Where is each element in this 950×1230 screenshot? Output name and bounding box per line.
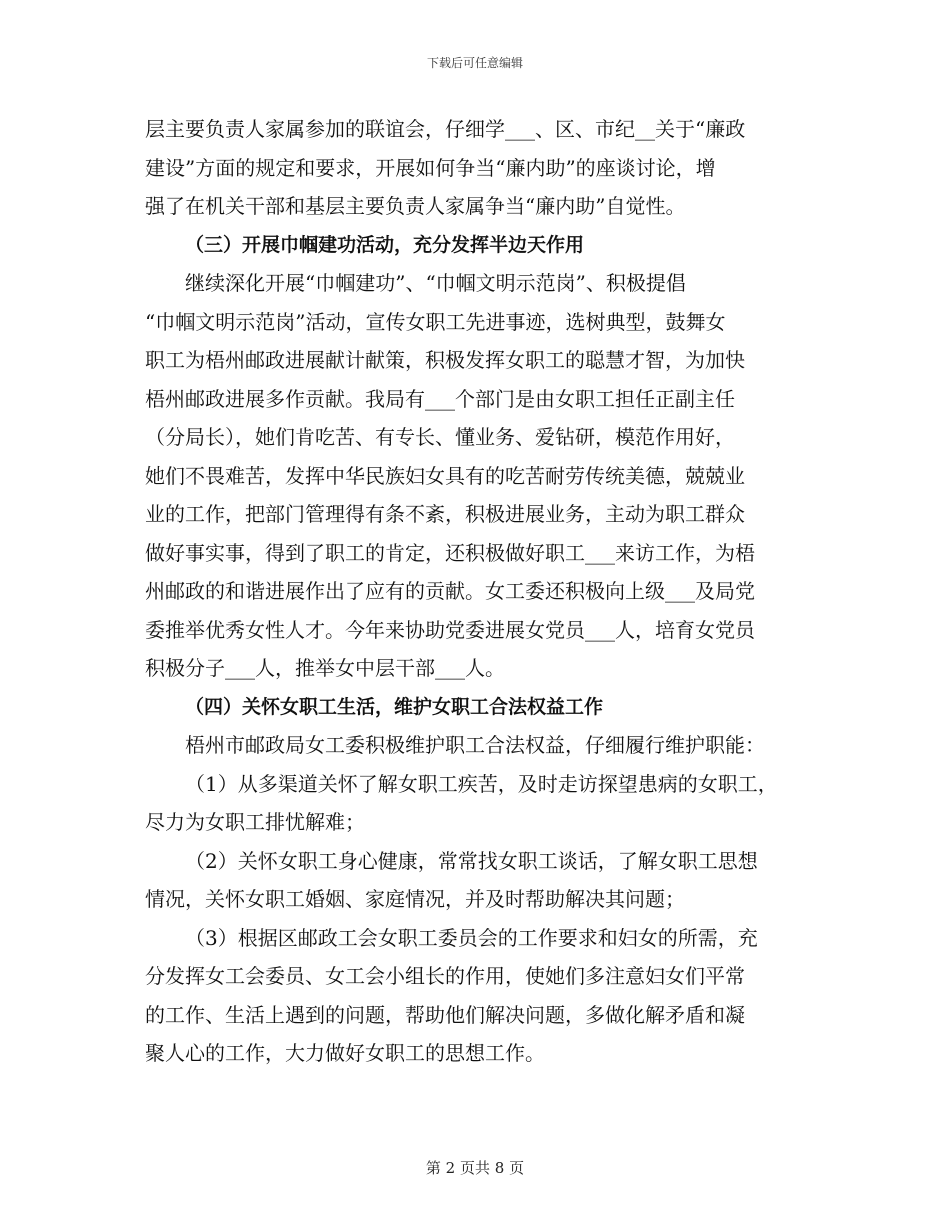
text-line: 聚人心的工作，大力做好女职工的思想工作。 [145,1041,545,1065]
text-line: 她们不畏难苦，发挥中华民族妇女具有的吃苦耐劳传统美德，兢兢业 [145,463,745,488]
text-line: 建设”方面的规定和要求，开展如何争当“廉内助”的座谈讨论，增 [145,155,716,180]
text-line: 强了在机关干部和基层主要负责人家属争当“廉内助”自觉性。 [145,194,686,218]
page-footer: 第 2 页共 8 页 [425,1159,525,1177]
body-text [145,110,825,1073]
text-line: 情况，关怀女职工婚姻、家庭情况，并及时帮助解决其问题； [145,887,685,911]
text-line: （2）关怀女职工身心健康，常常找女职工谈话，了解女职工思想 [185,848,758,873]
text-line: 继续深化开展“巾帼建功”、“巾帼文明示范岗”、积极提倡 [185,271,686,295]
text-line: 职工为梧州邮政进展献计献策，积极发挥女职工的聪慧才智，为加快 [145,348,745,372]
text-line: （分局长），她们肯吃苦、有专长、懂业务、爱钻研，模范作用好， [145,425,735,449]
text-line: （3）根据区邮政工会女职工委员会的工作要求和妇女的所需，充 [185,925,758,950]
page-header: 下载后可任意编辑 [426,56,523,70]
text-line: 业的工作，把部门管理得有条不紊，积极进展业务，主动为职工群众 [145,502,745,526]
text-line: 尽力为女职工排忧解难； [145,810,365,834]
text-line: 层主要负责人家属参加的联谊会，仔细学___、区、市纪__关于“廉政 [145,117,746,141]
text-line: 梧州市邮政局女工委积极维护职工合法权益，仔细履行维护职能： [185,733,765,757]
text-line: 梧州邮政进展多作贡献。我局有___个部门是由女职工担任正副主任 [145,386,735,411]
text-line: “巾帼文明示范岗”活动，宣传女职工先进事迹，选树典型，鼓舞女 [145,309,726,334]
text-line: 做好事实事，得到了职工的肯定，还积极做好职工___来访工作，为梧 [145,540,755,565]
text-line: 积极分子___人，推举女中层干部___人。 [145,656,505,680]
text-line: 分发挥女工会委员、女工会小组长的作用，使她们多注意妇女们平常 [145,964,745,988]
text-line: 委推举优秀女性人才。今年来协助党委进展女党员___人，培育女党员 [145,617,755,642]
section-heading: （三）开展巾帼建功活动，充分发挥半边天作用 [185,233,585,256]
text-line: 的工作、生活上遇到的问题，帮助他们解决问题，多做化解矛盾和凝 [145,1002,745,1027]
text-line: 州邮政的和谐进展作出了应有的贡献。女工委还积极向上级___及局党 [145,579,755,603]
text-line: （1）从多渠道关怀了解女职工疾苦，及时走访探望患病的女职工， [185,771,778,796]
section-heading: （四）关怀女职工生活，维护女职工合法权益工作 [185,695,604,718]
